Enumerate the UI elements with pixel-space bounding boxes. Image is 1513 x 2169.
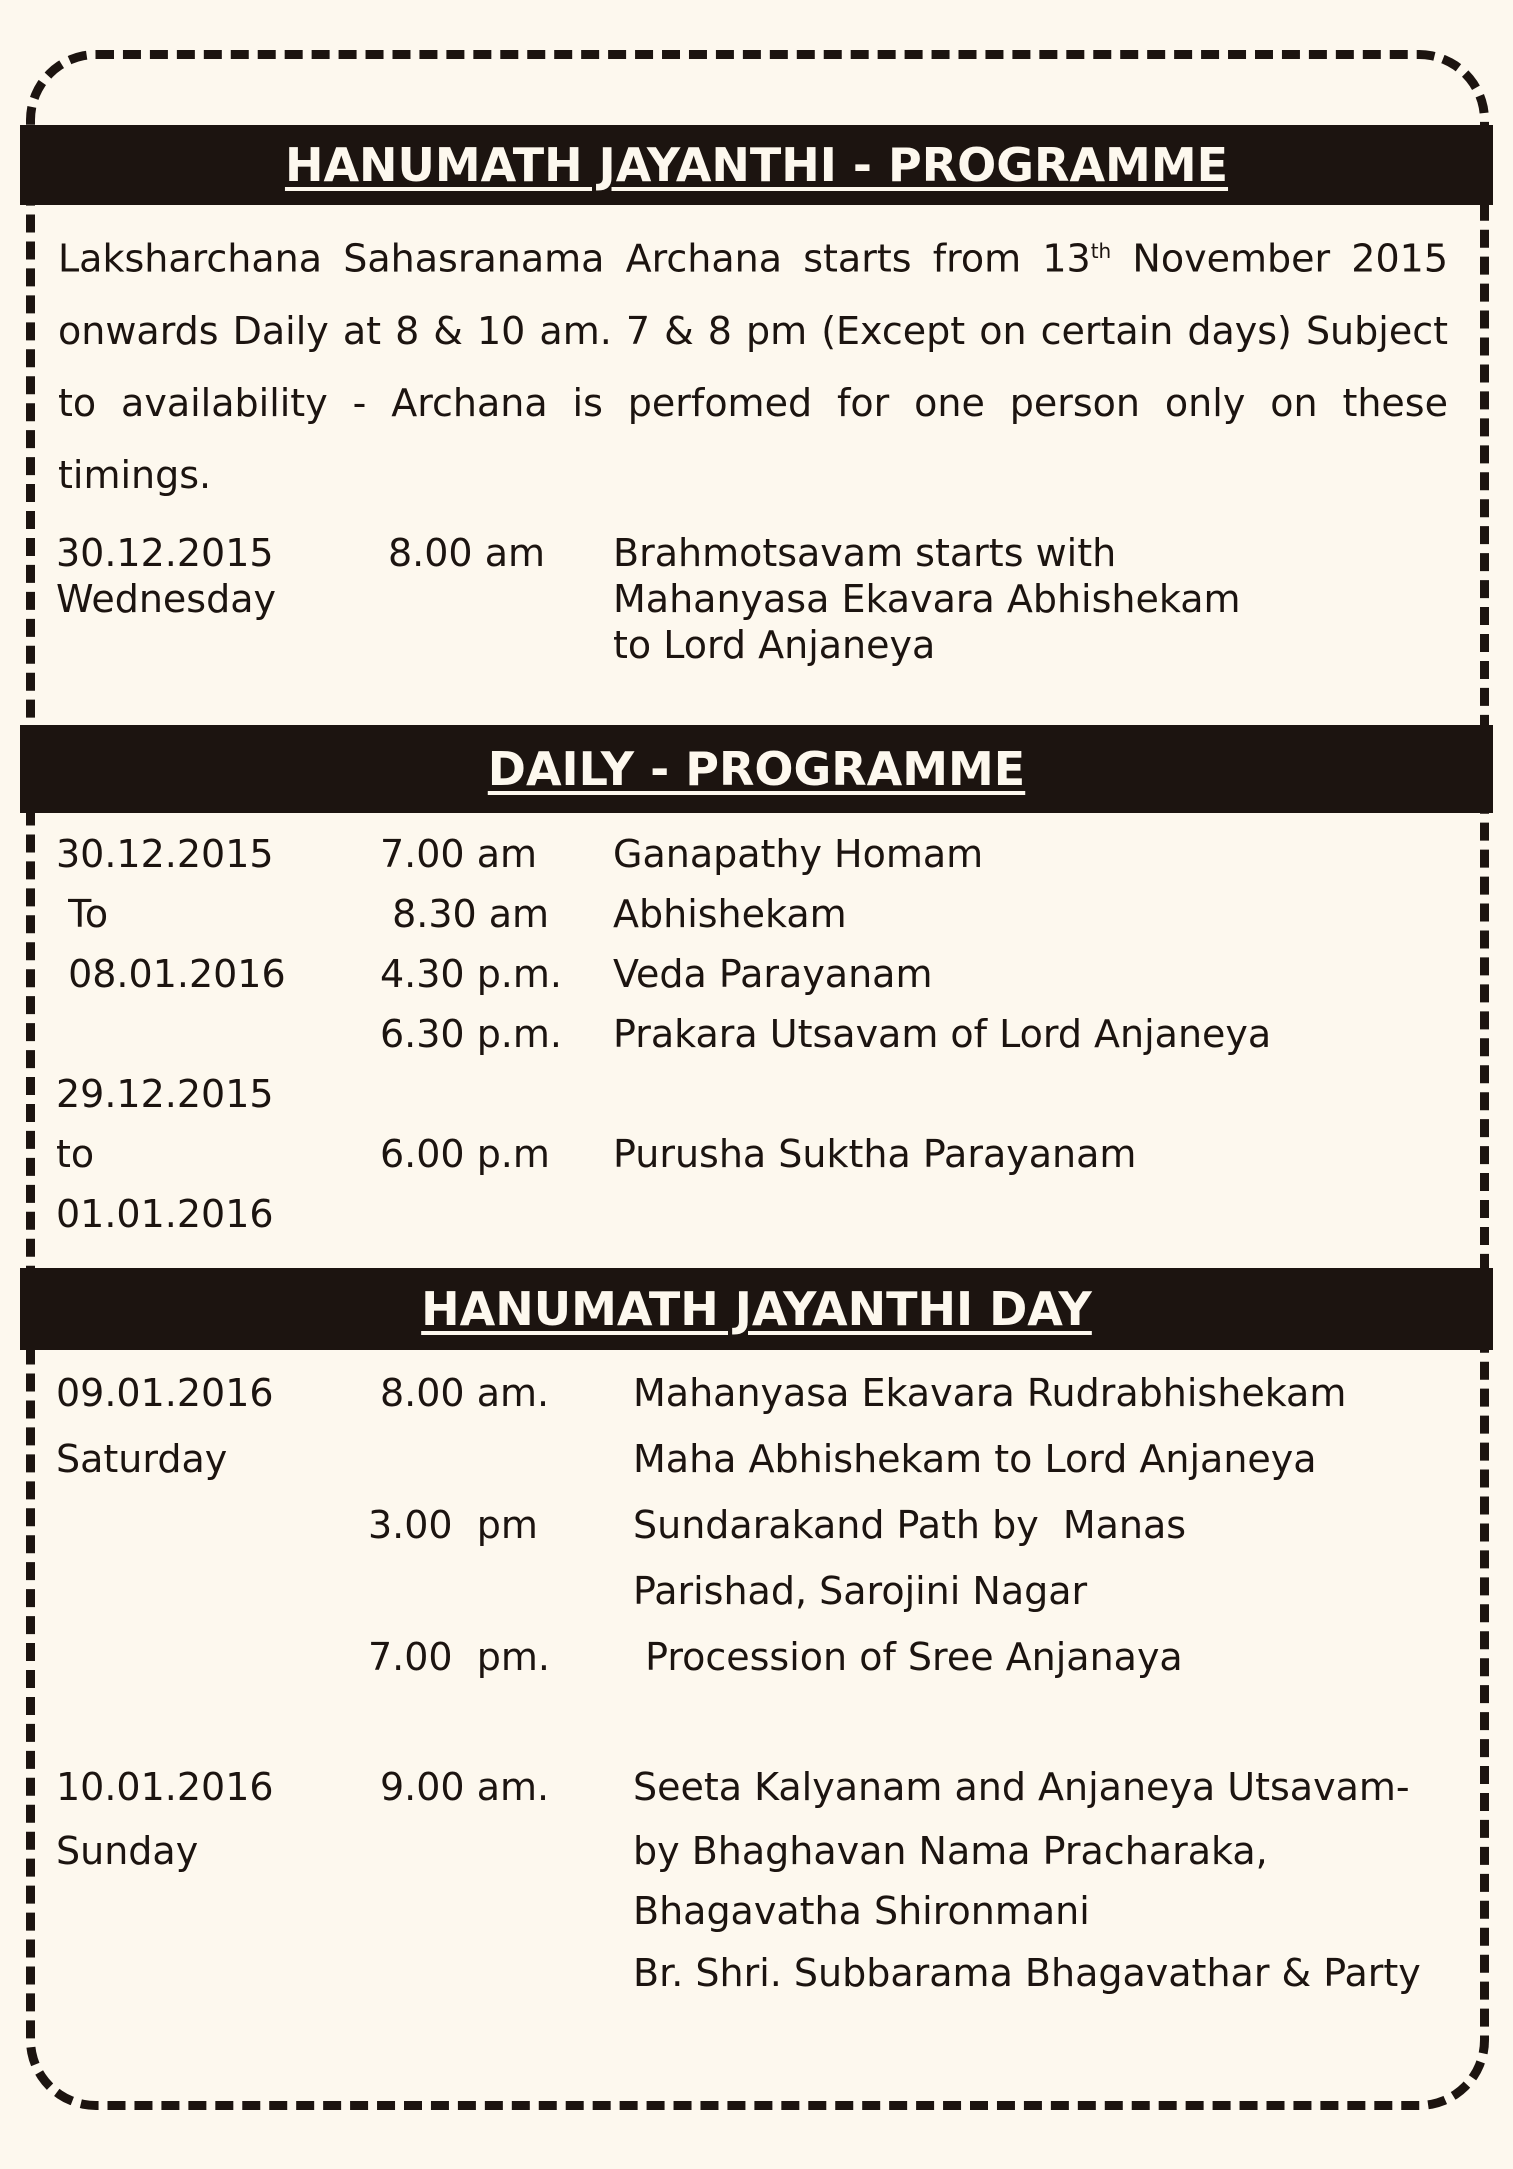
section-header-daily-programme xyxy=(20,725,1493,813)
archana-notice: Laksharchana Sahasranama Archana starts from 13th November 2015 onwards Daily at 8 & 10 am. 7 & 8 pm (Except on certain days) Subject to availability - Archana is perfomed for one person only on these timings. xyxy=(58,236,1449,497)
section-title: HANUMATH JAYANTHI DAY xyxy=(421,1282,1092,1336)
event-desc-line: Mahanyasa Ekavara Abhishekam xyxy=(613,577,1241,621)
event-desc-line: Brahmotsavam starts with xyxy=(613,531,1117,575)
jayanthi-day-panel: 09.01.2016 8.00 am. Mahanyasa Ekavara Rudrabhishekam Saturday Maha Abhishekam to Lord Anjaneya 3.00 pm Sundarakand Path by Manas Parishad, Sarojini Nagar 7.00 pm. Procession of Sree Anjanaya 10.01.2016 9.00 am. Seeta Kalyanam and Anjaneya Utsavam- Sunday by Bhaghavan Nama Pracharaka, Bhagavatha Shironmani Br. Shri. Subbarama Bhagavathar & Party xyxy=(48,1350,1458,2050)
daily-programme-panel: 30.12.2015 7.00 am Ganapathy Homam To 8.30 am Abhishekam 08.01.2016 4.30 p.m. Veda Parayanam 6.30 p.m. Prakara Utsavam of Lord Anjaneya 29.12.2015 to 6.00 p.m Purusha Suktha Parayanam 01.01.2016 xyxy=(48,813,1458,1268)
section-header-hanumath-jayanthi-day xyxy=(20,1268,1493,1350)
section-title: DAILY - PROGRAMME xyxy=(487,742,1026,796)
event-desc-line: to Lord Anjaneya xyxy=(613,623,936,667)
programme-intro-panel xyxy=(48,205,1458,725)
brahmotsavam-event xyxy=(48,530,1458,670)
event-day: Wednesday xyxy=(56,577,277,621)
event-time: 8.00 am xyxy=(388,531,545,575)
section-title: HANUMATH JAYANTHI - PROGRAMME xyxy=(284,138,1229,192)
event-date: 30.12.2015 xyxy=(56,531,274,575)
section-header-hanumath-jayanthi-programme xyxy=(20,125,1493,205)
